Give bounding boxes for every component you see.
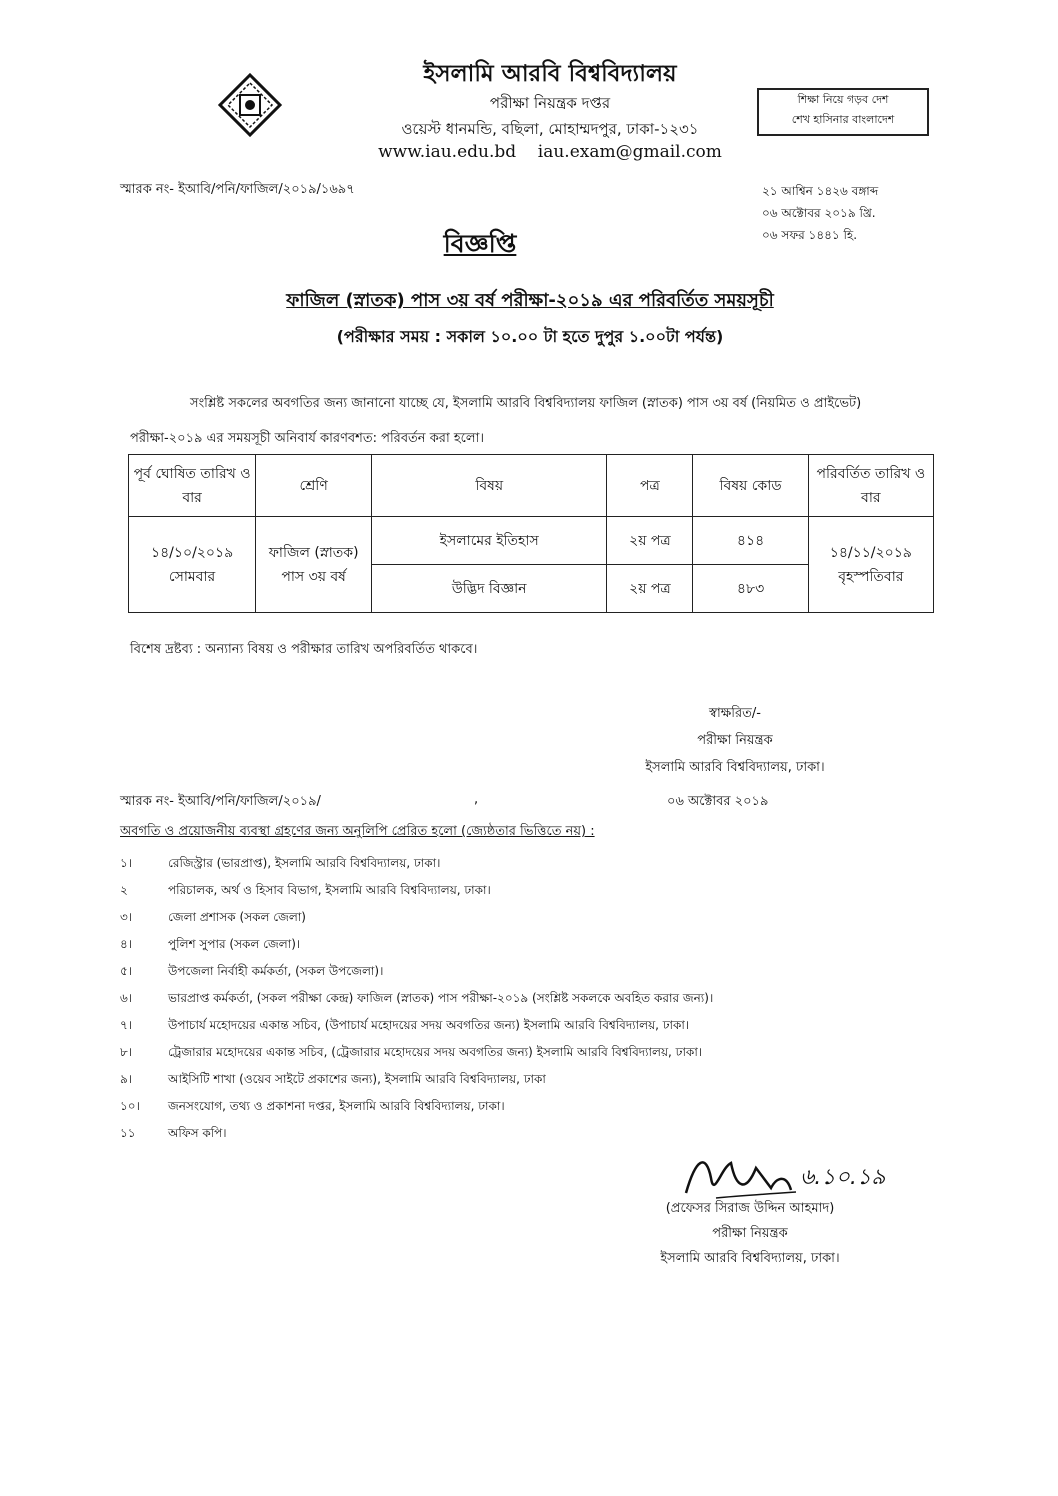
list-number: ৬। <box>120 991 133 1005</box>
memo2-date: ০৬ অক্টোবর ২০১৯ <box>667 794 769 809</box>
code-cell: ৪৮৩ <box>693 565 808 613</box>
prev-date-cell <box>129 517 256 613</box>
header-new-date: পরিবর্তিত তারিখ ও বার <box>808 455 933 517</box>
list-item <box>120 1066 713 1093</box>
new-date-cell <box>808 517 933 613</box>
notice-subject: ফাজিল (স্নাতক) পাস ৩য় বর্ষ পরীক্ষা-২০১৯ এর পরিবর্তিত সময়সূচী <box>286 290 774 311</box>
header-code: বিষয় কোড <box>693 455 808 517</box>
memo-number: স্মারক নং- ইআবি/পনি/ফাজিল/২০১৯/১৬৯৭ <box>120 182 355 197</box>
new-day: বৃহস্পতিবার <box>838 568 904 585</box>
list-text: পুলিশ সুপার (সকল জেলা)। <box>168 937 301 951</box>
list-number: ৭। <box>120 1018 133 1032</box>
signer-designation: পরীক্ষা নিয়ন্ত্রক <box>697 733 773 748</box>
special-note: বিশেষ দ্রষ্টব্য : অন্যান্য বিষয় ও পরীক্ষার তারিখ অপরিবর্তিত থাকবে। <box>130 642 478 657</box>
memo2-number: স্মারক নং- ইআবি/পনি/ফাজিল/২০১৯/ <box>120 794 321 809</box>
list-text: রেজিস্ট্রার (ভারপ্রাপ্ত), ইসলামি আরবি বিশ্ববিদ্যালয়, ঢাকা। <box>168 856 441 870</box>
code-cell: ৪১৪ <box>693 517 808 565</box>
email-link[interactable]: iau.exam@gmail.com <box>537 142 722 162</box>
list-number: ৩। <box>120 910 133 924</box>
list-number: ১১ <box>120 1126 136 1140</box>
header-subject: বিষয় <box>372 455 607 517</box>
table-header-row <box>129 455 934 517</box>
university-logo <box>218 73 282 137</box>
paper-cell: ২য় পত্র <box>607 517 693 565</box>
signed-label: স্বাক্ষরিত/- <box>709 706 761 721</box>
list-item <box>120 958 713 985</box>
memo2-separator: , <box>474 792 479 807</box>
signer-name: (প্রফেসর সিরাজ উদ্দিন আহমাদ) <box>665 1201 835 1216</box>
list-number: ৫। <box>120 964 133 978</box>
list-number: ৮। <box>120 1045 133 1059</box>
signature-block-2 <box>600 1196 900 1271</box>
list-number: ৯। <box>120 1072 133 1086</box>
signature-block-1 <box>585 700 885 781</box>
notice-body: সংশ্লিষ্ট সকলের অবগতির জন্য জানানো যাচ্ছে যে, ইসলামি আরবি বিশ্ববিদ্যালয় ফাজিল (স্নাতক) পাস ৩য় বর্ষ (নিয়মিত ও প্রাইভেট) পরীক্ষা-২০১৯ এর সময়সূচী অনিবার্য কারণবশত: পরিবর্তন করা হলো। <box>130 396 862 446</box>
header-prev-date: পূর্ব ঘোষিত তারিখ ও বার <box>129 455 256 517</box>
list-text: অফিস কপি। <box>168 1126 227 1140</box>
table-row <box>129 517 934 565</box>
slogan-box <box>757 88 929 136</box>
list-text: আইসিটি শাখা (ওয়েব সাইটে প্রকাশের জন্য), ইসলামি আরবি বিশ্ববিদ্যালয়, ঢাকা <box>168 1072 546 1086</box>
date-bangla: ২১ আশ্বিন ১৪২৬ বঙ্গাব্দ <box>762 184 879 198</box>
list-text: উপাচার্য মহোদয়ের একান্ত সচিব, (উপাচার্য মহোদয়ের সদয় অবগতির জন্য) ইসলামি আরবি বিশ্ববিদ্যালয়, ঢাকা। <box>168 1018 690 1032</box>
list-number: ১। <box>120 856 133 870</box>
university-name: ইসলামি আরবি বিশ্ববিদ্যালয় <box>423 61 677 87</box>
list-item <box>120 877 713 904</box>
list-text: ভারপ্রাপ্ত কর্মকর্তা, (সকল পরীক্ষা কেন্দ্র) ফাজিল (স্নাতক) পাস পরীক্ষা-২০১৯ (সংশ্লিষ্ট সকলকে অবহিত করার জন্য)। <box>168 991 714 1005</box>
list-item <box>120 904 713 931</box>
slogan-line-1: শিক্ষা নিয়ে গড়ব দেশ <box>797 93 889 106</box>
notice-title: বিজ্ঞপ্তি <box>443 229 517 258</box>
header-paper: পত্র <box>607 455 693 517</box>
subject-cell: উদ্ভিদ বিজ্ঞান <box>372 565 607 613</box>
distribution-list <box>120 850 713 1147</box>
signer-designation: পরীক্ষা নিয়ন্ত্রক <box>712 1226 788 1241</box>
list-item <box>120 1120 713 1147</box>
list-text: উপজেলা নির্বাহী কর্মকর্তা, (সকল উপজেলা)। <box>168 964 384 978</box>
office-address: ওয়েস্ট ধানমন্ডি, বছিলা, মোহাম্মদপুর, ঢাকা-১২৩১ <box>401 120 699 138</box>
list-item <box>120 985 713 1012</box>
date-hijri: ০৬ সফর ১৪৪১ হি. <box>762 228 858 242</box>
exam-time: (পরীক্ষার সময় : সকাল ১০.০০ টা হতে দুপুর ১.০০টা পর্যন্ত) <box>336 327 724 346</box>
list-text: ট্রেজারার মহোদয়ের একান্ত সচিব, (ট্রেজারার মহোদয়ের সদয় অবগতির জন্য) ইসলামি আরবি বিশ্ববিদ্যালয়, ঢাকা। <box>168 1045 703 1059</box>
date-english: ০৬ অক্টোবর ২০১৯ খ্রি. <box>762 206 876 220</box>
list-item <box>120 1012 713 1039</box>
office-name: পরীক্ষা নিয়ন্ত্রক দপ্তর <box>489 94 611 112</box>
schedule-table <box>128 454 934 613</box>
subject-cell: ইসলামের ইতিহাস <box>372 517 607 565</box>
website-link[interactable]: www.iau.edu.bd <box>378 142 517 162</box>
new-date: ১৪/১১/২০১৯ <box>829 544 912 561</box>
list-item <box>120 850 713 877</box>
signature-date: ৬.১০.১৯ <box>800 1165 886 1190</box>
slogan-line-2: শেখ হাসিনার বাংলাদেশ <box>791 113 895 126</box>
contact-line <box>300 142 800 162</box>
list-text: জনসংযোগ, তথ্য ও প্রকাশনা দপ্তর, ইসলামি আরবি বিশ্ববিদ্যালয়, ঢাকা। <box>168 1099 505 1113</box>
list-number: ৪। <box>120 937 133 951</box>
list-number: ২ <box>120 883 128 897</box>
list-item <box>120 1093 713 1120</box>
list-number: ১০। <box>120 1099 140 1113</box>
list-item <box>120 931 713 958</box>
signer-org: ইসলামি আরবি বিশ্ববিদ্যালয়, ঢাকা। <box>660 1251 840 1266</box>
header-class: শ্রেণি <box>256 455 372 517</box>
list-item <box>120 1039 713 1066</box>
list-text: জেলা প্রশাসক (সকল জেলা) <box>168 910 306 924</box>
prev-day: সোমবার <box>168 568 216 585</box>
class-cell: ফাজিল (স্নাতক) পাস ৩য় বর্ষ <box>256 517 372 613</box>
prev-date: ১৪/১০/২০১৯ <box>151 544 234 561</box>
memo-dates <box>762 180 878 246</box>
copy-intro: অবগতি ও প্রয়োজনীয় ব্যবস্থা গ্রহণের জন্য অনুলিপি প্রেরিত হলো (জ্যেষ্ঠতার ভিত্তিতে নয়) : <box>120 824 595 839</box>
signer-org: ইসলামি আরবি বিশ্ববিদ্যালয়, ঢাকা। <box>645 760 825 775</box>
list-text: পরিচালক, অর্থ ও হিসাব বিভাগ, ইসলামি আরবি বিশ্ববিদ্যালয়, ঢাকা। <box>168 883 491 897</box>
paper-cell: ২য় পত্র <box>607 565 693 613</box>
